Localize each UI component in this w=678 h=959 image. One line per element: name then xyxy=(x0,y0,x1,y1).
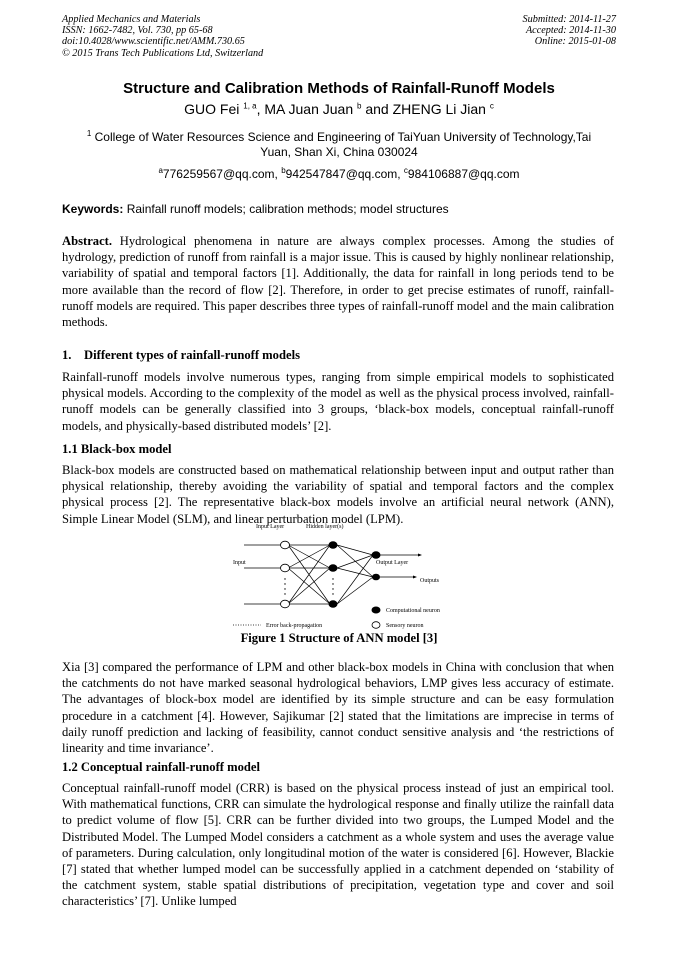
journal-issn: ISSN: 1662-7482, Vol. 730, pp 65-68 xyxy=(62,25,213,37)
input-neurons xyxy=(281,541,290,608)
author-name: ZHENG Li Jian xyxy=(392,101,486,117)
email-address[interactable]: 776259567@qq.com xyxy=(162,167,275,181)
section-heading-1-1: 1.1 Black-box model xyxy=(62,442,172,456)
journal-doi: doi:10.4028/www.scientific.net/AMM.730.65 xyxy=(62,36,245,48)
ann-diagram xyxy=(228,521,464,631)
ann-structure-figure xyxy=(228,521,464,631)
email-address[interactable]: 942547847@qq.com xyxy=(285,167,398,181)
computational-neuron-label: Computational neuron xyxy=(386,608,440,614)
input-label: Input xyxy=(233,560,246,566)
dots-ellipsis xyxy=(284,578,333,594)
hidden-layers-label: Hidden layer(s) xyxy=(306,524,344,530)
figure-caption: Figure 1 Structure of ANN model [3] xyxy=(240,631,438,645)
email-address[interactable]: 984106887@qq.com xyxy=(407,167,520,181)
hidden-neurons xyxy=(329,541,338,608)
abstract-label: Abstract. xyxy=(62,234,113,248)
email-separator: , xyxy=(274,167,282,181)
affiliation xyxy=(70,130,608,160)
author-sup: c xyxy=(489,101,494,111)
section-1-1-paragraph-1: Black-box models are constructed based on mathematical relationship between input and output rather than physical relationship, thereby avoiding the variability of spatial and temporal factors and the complex physical process [2]. The representative black-box models involve an artificial neural network (ANN), Simple Linear Model (SLM), and linear perturbation model (LPM). xyxy=(62,463,614,526)
author-separator: and xyxy=(361,101,393,117)
author-name: GUO Fei xyxy=(184,101,240,117)
section-1-1-paragraph-2: Xia [3] compared the performance of LPM and other black-box models in China with conclusion that when the catchments do not have marked seasonal hydrological behaviors, LMP gives less accuracy of estimate. The advantages of block-box model are identified by its simple structure and can be easy formulation procedure in a catchment [4]. However, Sajikumar [2] stated that the limitations are imprecise in terms of daily runoff prediction and lacking of feasibility, cannot conduct sensitive analysis and ‘the restrictions of linearity and time invariance’. xyxy=(62,660,614,756)
email-sup: a xyxy=(158,166,163,175)
affiliation-sup: 1 xyxy=(86,129,92,138)
keywords-text: Rainfall runoff models; calibration methods; model structures xyxy=(126,202,449,216)
journal-name: Applied Mechanics and Materials xyxy=(62,14,201,25)
author-name: MA Juan Juan xyxy=(264,101,354,117)
section-1-2-paragraph: Conceptual rainfall-runoff model (CRR) is based on the physical process instead of just an empirical tool. With mathematical functions, CRR can simulate the hydrological response and finally utilize the rainfall data to predict volume of flow [5]. CRR can be further divided into two groups, the Lumped Model and the Distributed Model. The Lumped Model considers a catchment as a whole system and uses the average value of parameters. During calculation, only longitudinal motion of the water is considered [6]. However, Blackie [7] stated that whether lumped model can be successfully applied in a catchment depended on ‘stability of the catchment system, stable spatial distributions of precipitation, vegetation type and cover and soil characteristics’ [7]. Unlike lumped xyxy=(62,781,614,909)
section-1-paragraph: Rainfall-runoff models involve numerous types, ranging from simple empirical models to sophisticated physical models. According to the complexity of the model as well as the physical process involved, rainfall-runoff models can be generally classified into 3 groups, ‘black-box models, conceptual rainfall-runoff models, and physically-based distributed models’ [2]. xyxy=(62,370,614,433)
author-sup: 1, a xyxy=(243,101,257,111)
email-sup: b xyxy=(281,166,286,175)
output-layer-label: Output Layer xyxy=(376,560,409,566)
online-date: Online: 2015-01-08 xyxy=(534,36,616,48)
author-separator: , xyxy=(256,101,265,117)
abstract xyxy=(62,233,614,330)
sensory-neuron-legend-icon xyxy=(372,622,380,629)
journal-copyright: © 2015 Trans Tech Publications Ltd, Switzerland xyxy=(62,47,264,59)
paper-title: Structure and Calibration Methods of Rainfall-Runoff Models xyxy=(123,80,555,97)
sensory-neuron-label: Sensory neuron xyxy=(386,623,424,629)
author-list xyxy=(0,101,678,117)
author-sup: b xyxy=(357,101,362,111)
keywords-label: Keywords: xyxy=(62,202,124,216)
input-layer-label: Input Layer xyxy=(256,524,285,530)
keywords xyxy=(62,202,449,216)
abstract-text: Hydrological phenomena in nature are always complex processes. Among the studies of hydrology, prediction of runoff from rainfall is a major issue. This is caused by highly nonlinear relationship, variability of spatial and temporal factors [1]. Additionally, the data for rainfall in long periods tend to be more available than the record of flow [2]. Therefore, in order to get precise estimates of runoff, rainfall-runoff models are required. This paper describes three types of rainfall-runoff model and the main calibration methods. xyxy=(62,234,614,330)
submission-dates xyxy=(523,14,616,48)
computational-neuron-legend-icon xyxy=(372,607,381,614)
journal-info xyxy=(62,14,263,59)
section-heading-1: 1. Different types of rainfall-runoff models xyxy=(62,348,300,362)
affiliation-text: College of Water Resources Science and Engineering of TaiYuan University of Technology,Tai Yuan, Shan Xi, China 030024 xyxy=(94,130,592,159)
accepted-date: Accepted: 2014-11-30 xyxy=(525,25,616,37)
email-list xyxy=(0,167,678,181)
email-separator: , xyxy=(397,167,404,181)
email-sup: c xyxy=(403,166,408,175)
submitted-date: Submitted: 2014-11-27 xyxy=(522,14,616,25)
error-backprop-label: Error back-propagation xyxy=(266,623,323,629)
section-heading-1-2: 1.2 Conceptual rainfall-runoff model xyxy=(62,760,260,774)
outputs-label: Outputs xyxy=(420,578,440,584)
